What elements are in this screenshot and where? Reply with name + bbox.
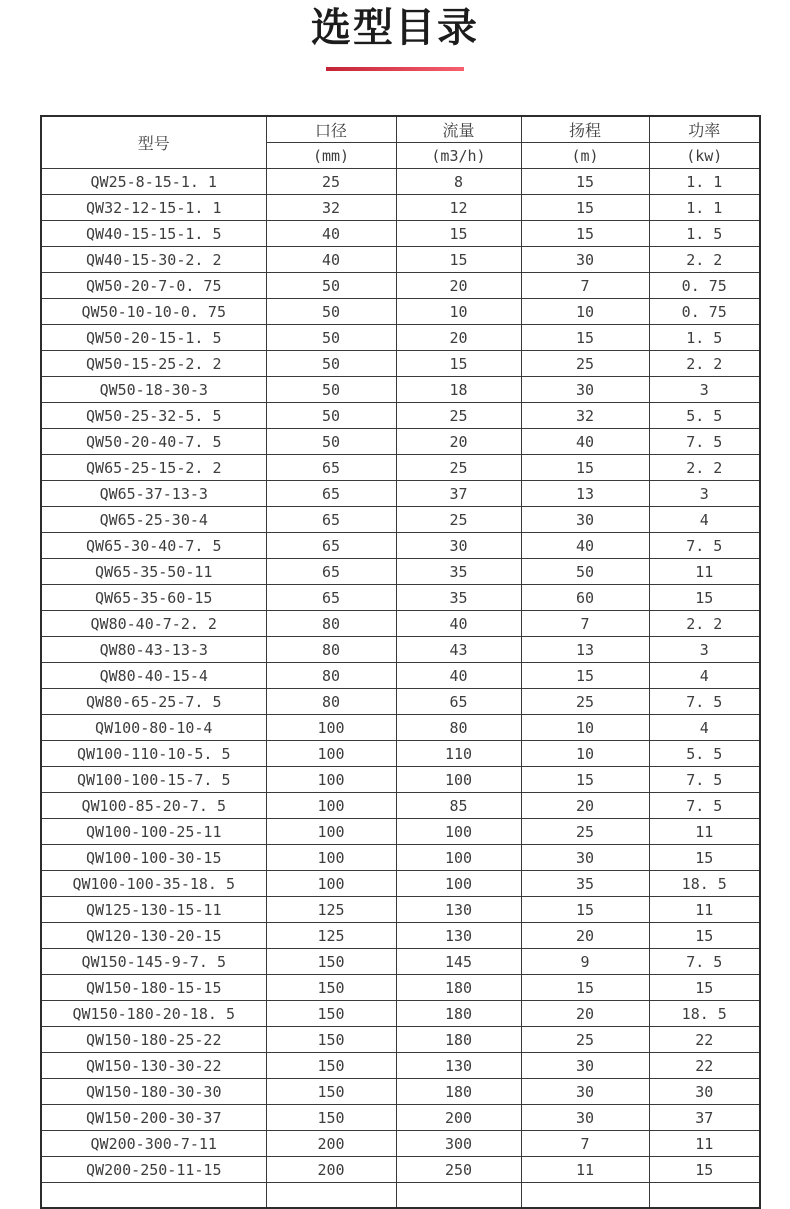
cell-model: QW100-100-35-18. 5: [41, 871, 266, 897]
cell-power: 4: [649, 663, 760, 689]
cell-power: 18. 5: [649, 1001, 760, 1027]
cell-power: 18. 5: [649, 871, 760, 897]
cell-head: 20: [521, 1001, 649, 1027]
cell-model: QW50-20-7-0. 75: [41, 273, 266, 299]
cell-model: QW32-12-15-1. 1: [41, 195, 266, 221]
cell-diameter: 100: [266, 819, 396, 845]
col-header-diameter: 口径: [266, 116, 396, 143]
table-row: [41, 1027, 760, 1053]
cell-head: 25: [521, 819, 649, 845]
cell-power: 5. 5: [649, 741, 760, 767]
cell-diameter: 32: [266, 195, 396, 221]
cell-empty: [649, 1183, 760, 1209]
cell-power: 22: [649, 1053, 760, 1079]
cell-model: QW50-25-32-5. 5: [41, 403, 266, 429]
cell-flow: 40: [396, 663, 521, 689]
cell-power: 7. 5: [649, 429, 760, 455]
cell-power: 1. 1: [649, 169, 760, 195]
cell-flow: 65: [396, 689, 521, 715]
cell-power: 11: [649, 819, 760, 845]
cell-diameter: 80: [266, 637, 396, 663]
cell-flow: 10: [396, 299, 521, 325]
cell-head: 20: [521, 923, 649, 949]
cell-diameter: 40: [266, 247, 396, 273]
cell-model: QW25-8-15-1. 1: [41, 169, 266, 195]
cell-power: 7. 5: [649, 767, 760, 793]
cell-model: QW65-35-50-11: [41, 559, 266, 585]
cell-power: 15: [649, 975, 760, 1001]
cell-diameter: 50: [266, 325, 396, 351]
cell-model: QW80-43-13-3: [41, 637, 266, 663]
cell-flow: 130: [396, 1053, 521, 1079]
col-unit-flow: (m3/h): [396, 143, 521, 169]
cell-model: QW40-15-30-2. 2: [41, 247, 266, 273]
cell-head: 50: [521, 559, 649, 585]
cell-model: QW150-180-25-22: [41, 1027, 266, 1053]
table-row: [41, 533, 760, 559]
cell-diameter: 40: [266, 221, 396, 247]
cell-power: 1. 1: [649, 195, 760, 221]
cell-head: 10: [521, 299, 649, 325]
cell-power: 0. 75: [649, 273, 760, 299]
table-row: [41, 975, 760, 1001]
cell-flow: 25: [396, 455, 521, 481]
cell-flow: 35: [396, 585, 521, 611]
cell-model: QW150-145-9-7. 5: [41, 949, 266, 975]
cell-diameter: 100: [266, 741, 396, 767]
cell-head: 25: [521, 351, 649, 377]
cell-head: 15: [521, 975, 649, 1001]
cell-power: 11: [649, 1131, 760, 1157]
cell-power: 3: [649, 637, 760, 663]
cell-diameter: 50: [266, 351, 396, 377]
cell-flow: 25: [396, 403, 521, 429]
cell-power: 15: [649, 585, 760, 611]
table-row: [41, 1157, 760, 1183]
cell-flow: 100: [396, 767, 521, 793]
cell-flow: 20: [396, 429, 521, 455]
cell-empty: [396, 1183, 521, 1209]
cell-diameter: 125: [266, 923, 396, 949]
cell-diameter: 150: [266, 1027, 396, 1053]
cell-flow: 8: [396, 169, 521, 195]
cell-head: 15: [521, 455, 649, 481]
col-unit-power: (kw): [649, 143, 760, 169]
cell-head: 35: [521, 871, 649, 897]
cell-head: 15: [521, 325, 649, 351]
cell-power: 1. 5: [649, 325, 760, 351]
cell-diameter: 150: [266, 1053, 396, 1079]
cell-diameter: 25: [266, 169, 396, 195]
cell-model: QW120-130-20-15: [41, 923, 266, 949]
page-title: 选型目录: [311, 6, 479, 50]
cell-head: 20: [521, 793, 649, 819]
table-row: [41, 455, 760, 481]
cell-model: QW65-25-15-2. 2: [41, 455, 266, 481]
cell-power: 3: [649, 377, 760, 403]
cell-head: 60: [521, 585, 649, 611]
cell-diameter: 100: [266, 767, 396, 793]
table-row: [41, 663, 760, 689]
cell-power: 7. 5: [649, 689, 760, 715]
cell-flow: 300: [396, 1131, 521, 1157]
cell-model: QW65-30-40-7. 5: [41, 533, 266, 559]
cell-flow: 110: [396, 741, 521, 767]
cell-head: 15: [521, 169, 649, 195]
table-row: [41, 507, 760, 533]
title-divider: [326, 67, 464, 71]
table-row: [41, 793, 760, 819]
cell-power: 1. 5: [649, 221, 760, 247]
cell-diameter: 150: [266, 1079, 396, 1105]
table-row: [41, 1001, 760, 1027]
table-row: [41, 429, 760, 455]
table-row: [41, 195, 760, 221]
cell-head: 30: [521, 1079, 649, 1105]
cell-head: 30: [521, 507, 649, 533]
cell-head: 30: [521, 1105, 649, 1131]
cell-diameter: 200: [266, 1157, 396, 1183]
table-row: [41, 741, 760, 767]
cell-head: 7: [521, 273, 649, 299]
cell-diameter: 65: [266, 507, 396, 533]
cell-diameter: 65: [266, 585, 396, 611]
cell-empty: [266, 1183, 396, 1209]
cell-power: 7. 5: [649, 793, 760, 819]
table-row: [41, 819, 760, 845]
table-row: [41, 949, 760, 975]
table-row: [41, 767, 760, 793]
table-row: [41, 325, 760, 351]
cell-flow: 15: [396, 247, 521, 273]
cell-model: QW150-200-30-37: [41, 1105, 266, 1131]
table-row: [41, 1105, 760, 1131]
cell-flow: 43: [396, 637, 521, 663]
cell-power: 15: [649, 845, 760, 871]
table-row: [41, 611, 760, 637]
cell-power: 11: [649, 897, 760, 923]
table-row: [41, 403, 760, 429]
cell-power: 0. 75: [649, 299, 760, 325]
cell-flow: 130: [396, 923, 521, 949]
cell-flow: 15: [396, 221, 521, 247]
table-row: [41, 871, 760, 897]
cell-diameter: 50: [266, 377, 396, 403]
cell-diameter: 150: [266, 1001, 396, 1027]
cell-head: 32: [521, 403, 649, 429]
cell-diameter: 65: [266, 533, 396, 559]
header-label-row: [41, 116, 760, 143]
col-header-power: 功率: [649, 116, 760, 143]
table-row: [41, 299, 760, 325]
cell-flow: 35: [396, 559, 521, 585]
cell-model: QW65-37-13-3: [41, 481, 266, 507]
cell-power: 22: [649, 1027, 760, 1053]
cell-flow: 12: [396, 195, 521, 221]
cell-model: QW65-25-30-4: [41, 507, 266, 533]
cell-power: 15: [649, 923, 760, 949]
cell-head: 10: [521, 715, 649, 741]
cell-power: 2. 2: [649, 455, 760, 481]
cell-model: QW125-130-15-11: [41, 897, 266, 923]
col-header-flow: 流量: [396, 116, 521, 143]
col-header-model: 型号: [41, 116, 266, 169]
cell-diameter: 150: [266, 975, 396, 1001]
cell-head: 30: [521, 247, 649, 273]
cell-head: 11: [521, 1157, 649, 1183]
cell-diameter: 80: [266, 611, 396, 637]
cell-diameter: 65: [266, 559, 396, 585]
table-row: [41, 689, 760, 715]
table-row: [41, 923, 760, 949]
cell-head: 30: [521, 1053, 649, 1079]
cell-flow: 130: [396, 897, 521, 923]
cell-empty: [41, 1183, 266, 1209]
cell-model: QW40-15-15-1. 5: [41, 221, 266, 247]
col-unit-diameter: (mm): [266, 143, 396, 169]
cell-power: 2. 2: [649, 351, 760, 377]
cell-diameter: 150: [266, 1105, 396, 1131]
cell-model: QW80-40-15-4: [41, 663, 266, 689]
table-row: [41, 273, 760, 299]
table-row: [41, 1079, 760, 1105]
cell-flow: 30: [396, 533, 521, 559]
table-header: [41, 116, 760, 169]
cell-model: QW80-65-25-7. 5: [41, 689, 266, 715]
table-row: [41, 221, 760, 247]
cell-diameter: 100: [266, 871, 396, 897]
cell-flow: 100: [396, 819, 521, 845]
cell-flow: 145: [396, 949, 521, 975]
cell-head: 7: [521, 1131, 649, 1157]
cell-model: QW65-35-60-15: [41, 585, 266, 611]
cell-diameter: 50: [266, 273, 396, 299]
cell-model: QW100-80-10-4: [41, 715, 266, 741]
cell-head: 15: [521, 195, 649, 221]
cell-diameter: 100: [266, 715, 396, 741]
cell-model: QW150-180-15-15: [41, 975, 266, 1001]
cell-flow: 200: [396, 1105, 521, 1131]
cell-power: 15: [649, 1157, 760, 1183]
table-row: [41, 351, 760, 377]
cell-model: QW50-15-25-2. 2: [41, 351, 266, 377]
cell-power: 7. 5: [649, 533, 760, 559]
cell-power: 5. 5: [649, 403, 760, 429]
cell-flow: 250: [396, 1157, 521, 1183]
table-row: [41, 897, 760, 923]
cell-power: 37: [649, 1105, 760, 1131]
cell-diameter: 200: [266, 1131, 396, 1157]
cell-flow: 100: [396, 871, 521, 897]
cell-flow: 25: [396, 507, 521, 533]
cell-model: QW200-300-7-11: [41, 1131, 266, 1157]
selection-table: [40, 115, 761, 1209]
cell-model: QW150-130-30-22: [41, 1053, 266, 1079]
cell-flow: 20: [396, 325, 521, 351]
cell-power: 30: [649, 1079, 760, 1105]
cell-model: QW100-100-15-7. 5: [41, 767, 266, 793]
cell-diameter: 50: [266, 299, 396, 325]
cell-head: 10: [521, 741, 649, 767]
table-row: [41, 247, 760, 273]
table-body: [41, 169, 760, 1209]
cell-flow: 40: [396, 611, 521, 637]
cell-model: QW50-10-10-0. 75: [41, 299, 266, 325]
cell-model: QW50-20-40-7. 5: [41, 429, 266, 455]
cell-head: 25: [521, 689, 649, 715]
cell-diameter: 100: [266, 845, 396, 871]
table-row-partial: [41, 1183, 760, 1209]
cell-head: 15: [521, 663, 649, 689]
cell-empty: [521, 1183, 649, 1209]
cell-diameter: 65: [266, 481, 396, 507]
cell-head: 7: [521, 611, 649, 637]
table-row: [41, 169, 760, 195]
cell-flow: 20: [396, 273, 521, 299]
cell-flow: 180: [396, 1001, 521, 1027]
cell-head: 9: [521, 949, 649, 975]
cell-head: 40: [521, 429, 649, 455]
table-row: [41, 1131, 760, 1157]
cell-head: 15: [521, 767, 649, 793]
cell-power: 2. 2: [649, 247, 760, 273]
cell-model: QW50-20-15-1. 5: [41, 325, 266, 351]
cell-head: 30: [521, 377, 649, 403]
table-row: [41, 1053, 760, 1079]
cell-head: 15: [521, 897, 649, 923]
col-unit-head: (m): [521, 143, 649, 169]
cell-head: 15: [521, 221, 649, 247]
cell-flow: 37: [396, 481, 521, 507]
cell-flow: 18: [396, 377, 521, 403]
table-row: [41, 559, 760, 585]
cell-power: 2. 2: [649, 611, 760, 637]
cell-flow: 80: [396, 715, 521, 741]
cell-model: QW50-18-30-3: [41, 377, 266, 403]
cell-flow: 180: [396, 1027, 521, 1053]
cell-model: QW100-85-20-7. 5: [41, 793, 266, 819]
cell-flow: 180: [396, 975, 521, 1001]
cell-diameter: 50: [266, 429, 396, 455]
cell-flow: 180: [396, 1079, 521, 1105]
cell-diameter: 80: [266, 689, 396, 715]
cell-power: 4: [649, 507, 760, 533]
cell-power: 11: [649, 559, 760, 585]
cell-model: QW150-180-30-30: [41, 1079, 266, 1105]
cell-model: QW200-250-11-15: [41, 1157, 266, 1183]
cell-diameter: 50: [266, 403, 396, 429]
cell-power: 4: [649, 715, 760, 741]
cell-power: 3: [649, 481, 760, 507]
table-row: [41, 481, 760, 507]
cell-head: 25: [521, 1027, 649, 1053]
cell-model: QW100-110-10-5. 5: [41, 741, 266, 767]
cell-flow: 100: [396, 845, 521, 871]
cell-model: QW80-40-7-2. 2: [41, 611, 266, 637]
cell-diameter: 100: [266, 793, 396, 819]
table-row: [41, 637, 760, 663]
cell-model: QW100-100-30-15: [41, 845, 266, 871]
col-header-head: 扬程: [521, 116, 649, 143]
cell-diameter: 125: [266, 897, 396, 923]
table-row: [41, 845, 760, 871]
cell-flow: 15: [396, 351, 521, 377]
table-row: [41, 585, 760, 611]
cell-diameter: 80: [266, 663, 396, 689]
cell-diameter: 150: [266, 949, 396, 975]
table-row: [41, 377, 760, 403]
cell-head: 30: [521, 845, 649, 871]
cell-head: 13: [521, 481, 649, 507]
cell-diameter: 65: [266, 455, 396, 481]
cell-head: 40: [521, 533, 649, 559]
cell-power: 7. 5: [649, 949, 760, 975]
cell-flow: 85: [396, 793, 521, 819]
cell-model: QW100-100-25-11: [41, 819, 266, 845]
cell-model: QW150-180-20-18. 5: [41, 1001, 266, 1027]
table-row: [41, 715, 760, 741]
cell-head: 13: [521, 637, 649, 663]
